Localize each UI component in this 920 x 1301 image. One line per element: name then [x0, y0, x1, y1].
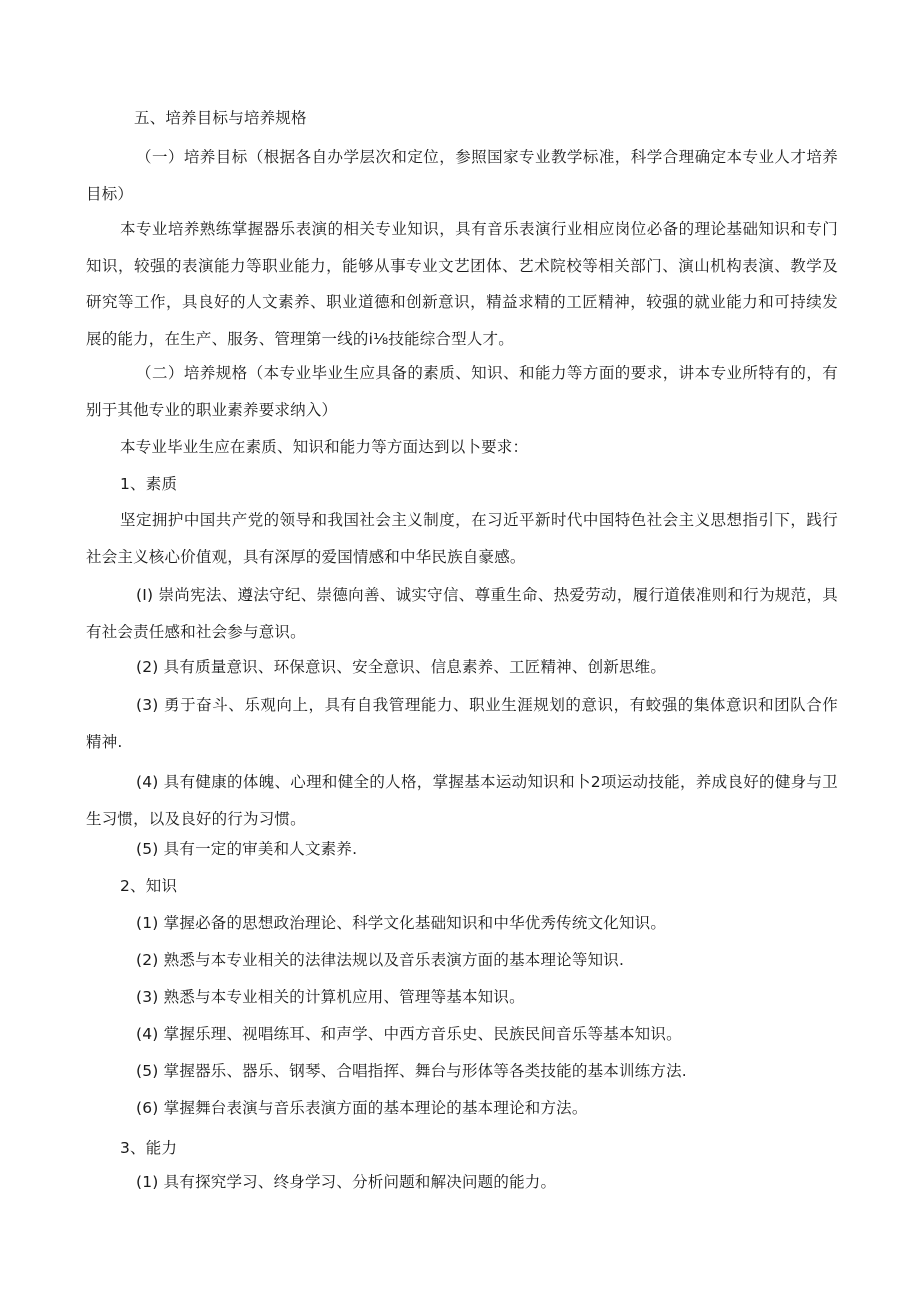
quality-item: (2) 具有质量意识、环保意识、安全意识、信息素养、工匠精神、创新思维。 [136, 658, 667, 676]
quality-heading: 1、素质 [120, 475, 178, 493]
knowledge-item: (2) 熟悉与本专业相关的法律法规以及音乐表演方面的基本理论等知识. [136, 951, 625, 969]
ability-item: (1) 具有探究学习、终身学习、分析问题和解决问题的能力。 [136, 1173, 557, 1191]
quality-intro: 坚定拥护中国共产党的领导和我国社会主义制度，在习近平新时代中国特色社会主义思想指引下，践行社会主义核心价值观，具有深厚的爱国情感和中华民族自豪感。 [86, 511, 838, 566]
knowledge-item: (4) 掌握乐理、视唱练耳、和声学、中西方音乐史、民族民间音乐等基本知识。 [136, 1025, 682, 1043]
knowledge-heading: 2、知识 [120, 877, 178, 895]
quality-item: (4) 具有健康的体魄、心理和健全的人格，掌握基本运动知识和卜2项运动技能，养成良好的健身与卫生习惯，以及良好的行为习惯。 [86, 773, 838, 828]
quality-item: (3) 勇于奋斗、乐观向上，具有自我管理能力、职业生涯规划的意识，有蛟强的集体意识和团队合作精神. [86, 696, 838, 751]
quality-item: (5) 具有一定的审美和人文素养. [136, 840, 358, 858]
knowledge-item: (1) 掌握必备的思想政治理论、科学文化基础知识和中华优秀传统文化知识。 [136, 914, 667, 932]
goal-heading: （一）培养目标（根据各自办学层次和定位，参照国家专业教学标准，科学合理确定本专业人才培养目标） [86, 148, 838, 203]
knowledge-item: (6) 掌握舞台表演与音乐表演方面的基本理论的基本理论和方法。 [136, 1099, 588, 1117]
section-title: 五、培养目标与培养规格 [134, 109, 307, 127]
goal-body: 本专业培养熟练掌握器乐表演的相关专业知识，具有音乐表演行业相应岗位必备的理论基础知识和专门知识，较强的表演能力等职业能力，能够从事专业文艺团体、艺术院校等相关部门、演山机构表演、教学及研究等工作，具良好的人文素养、职业道德和创新意识，精益求精的工匠精神，较强的就业能力和可持续发展的能力，在生产、服务、管理第一线的i⅛技能综合型人才。 [86, 220, 838, 348]
knowledge-item: (5) 掌握器乐、器乐、钢琴、合唱指挥、舞台与形体等各类技能的基本训练方法. [136, 1062, 687, 1080]
ability-heading: 3、能力 [120, 1139, 178, 1157]
knowledge-item: (3) 熟悉与本专业相关的计算机应用、管理等基本知识。 [136, 988, 525, 1006]
spec-intro: 本专业毕业生应在素质、知识和能力等方面达到以卜要求： [120, 438, 529, 456]
quality-item: (I) 崇尚宪法、遵法守纪、崇德向善、诚实守信、尊重生命、热爱劳动，履行道俵准则和行为规范，具有社会责任感和社会参与意识。 [86, 586, 838, 641]
spec-heading: （二）培养规格（本专业毕业生应具备的素质、知识、和能力等方面的要求，讲本专业所特有的，有别于其他专业的职业素养要求纳入） [86, 364, 838, 419]
